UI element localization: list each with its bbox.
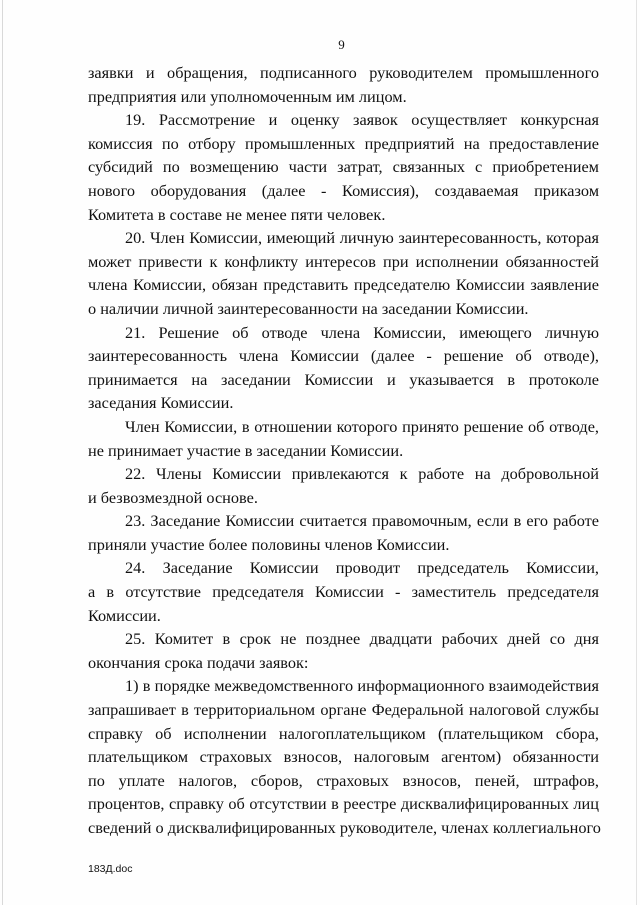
text-line: субсидий по возмещению части затрат, связанных с приобретением xyxy=(88,157,599,177)
text-line: 21. Решение об отводе члена Комиссии, имеющего личную xyxy=(125,322,599,342)
text-line: члена Комиссии, обязан представить председателю Комиссии заявление xyxy=(88,275,599,295)
text-line: приняли участие более половины членов Комиссии. xyxy=(88,534,450,554)
text-line: по уплате налогов, сборов, страховых взносов, пеней, штрафов, xyxy=(88,770,599,790)
text-line: заявки и обращения, подписанного руководителем промышленного xyxy=(88,63,599,82)
page-number: 9 xyxy=(338,37,345,52)
scan-edge-left xyxy=(2,0,3,905)
footer-filename: 183Д.doc xyxy=(88,863,133,875)
text-line: 20. Член Комиссии, имеющий личную заинтересованность, которая xyxy=(125,228,599,248)
text-line: принимается на заседании Комиссии и указывается в протоколе xyxy=(88,369,599,389)
text-line: 1) в порядке межведомственного информационного взаимодействия xyxy=(125,676,599,696)
text-line: нового оборудования (далее - Комиссия), создаваемая приказом xyxy=(88,180,599,200)
text-line: может привести к конфликту интересов при исполнении обязанностей xyxy=(88,251,599,271)
text-line: Комиссии. xyxy=(88,605,161,625)
text-line: заинтересованность члена Комиссии (далее - решение об отводе), xyxy=(88,346,599,366)
text-line: заседания Комиссии. xyxy=(88,393,234,413)
document-body xyxy=(88,61,599,840)
text-line: окончания срока подачи заявок: xyxy=(88,652,309,672)
text-line: о наличии личной заинтересованности на заседании Комиссии. xyxy=(88,298,529,318)
text-line: а в отсутствие председателя Комиссии - заместитель председателя xyxy=(88,582,599,602)
text-line: комиссия по отбору промышленных предприятий на предоставление xyxy=(88,133,599,153)
text-line: запрашивает в территориальном органе Федеральной налоговой службы xyxy=(88,700,599,720)
text-line: 23. Заседание Комиссии считается правомочным, если в его работе xyxy=(125,511,599,531)
text-line: процентов, справку об отсутствии в реестре дисквалифицированных лиц xyxy=(88,794,599,814)
text-line: Комитета в составе не менее пяти человек. xyxy=(88,204,386,224)
text-line: и безвозмездной основе. xyxy=(88,487,258,507)
text-line: сведений о дисквалифицированных руководителе, членах коллегиального xyxy=(88,818,601,837)
scan-edge-right xyxy=(636,0,637,905)
text-line: 19. Рассмотрение и оценку заявок осуществляет конкурсная xyxy=(125,110,599,130)
text-line: предприятия или уполномоченным им лицом. xyxy=(88,86,407,106)
text-line: Член Комиссии, в отношении которого принято решение об отводе, xyxy=(125,416,599,436)
text-line: 24. Заседание Комиссии проводит председатель Комиссии, xyxy=(125,558,599,578)
text-line: справку об исполнении налогоплательщиком (плательщиком сбора, xyxy=(88,723,599,743)
text-line: 25. Комитет в срок не позднее двадцати рабочих дней со дня xyxy=(125,629,599,649)
text-line: не принимает участие в заседании Комиссии. xyxy=(88,440,404,460)
text-line: 22. Члены Комиссии привлекаются к работе на добровольной xyxy=(125,464,599,484)
text-line: плательщиком страховых взносов, налоговым агентом) обязанности xyxy=(88,747,599,767)
